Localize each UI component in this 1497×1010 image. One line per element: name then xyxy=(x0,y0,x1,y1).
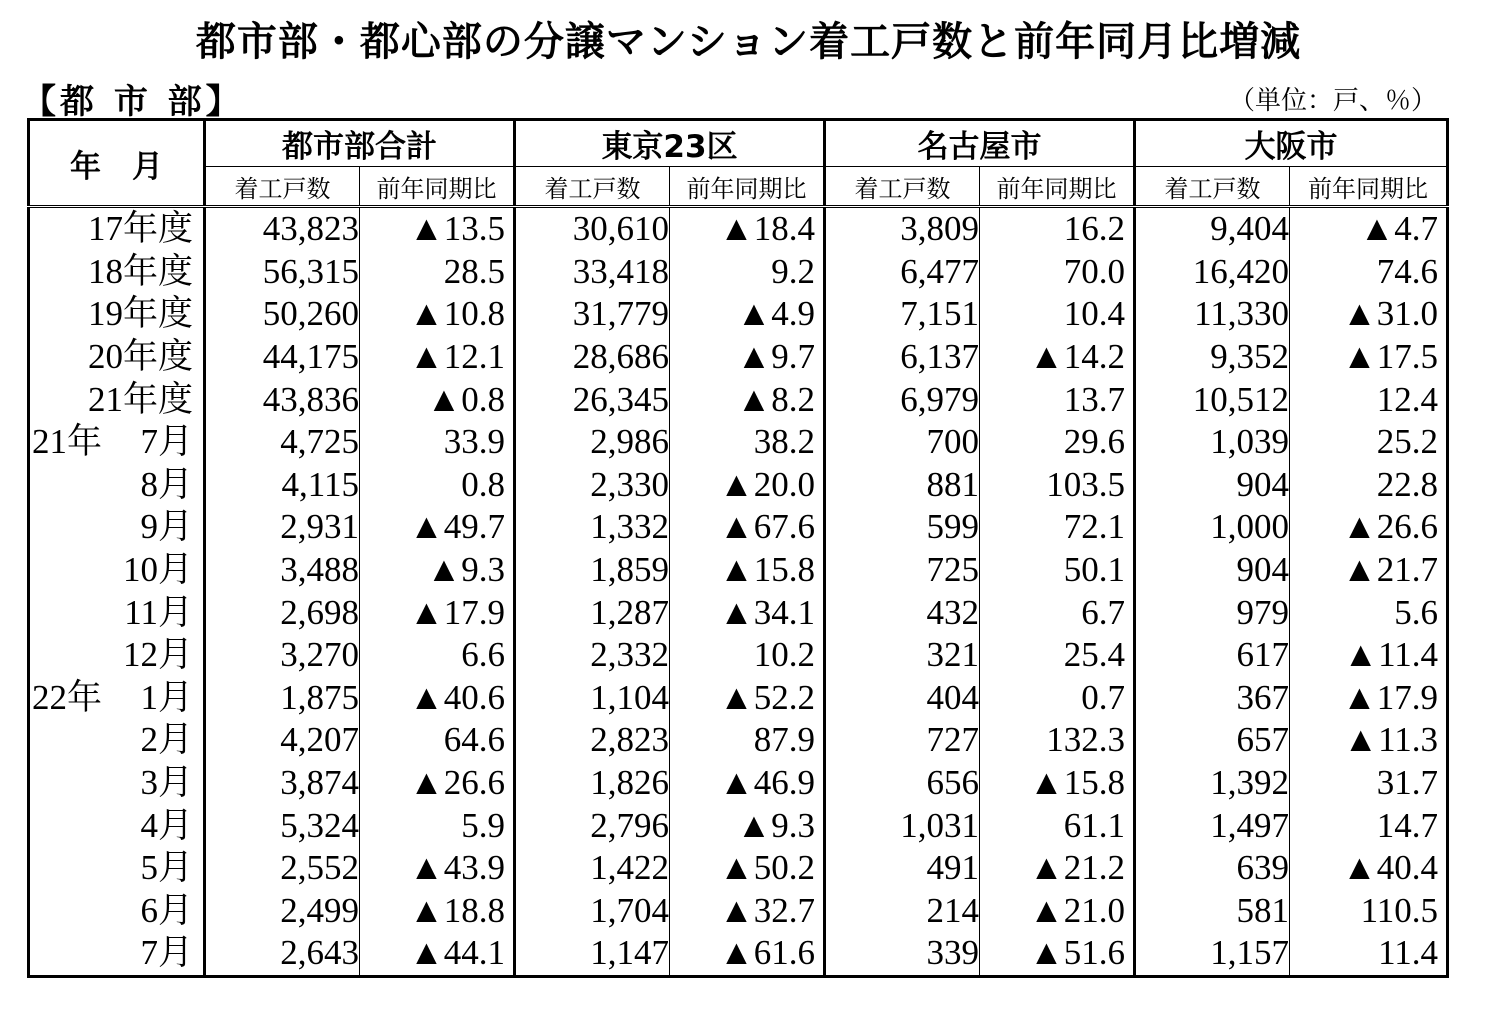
yoy-cell: ▲10.8 xyxy=(360,293,515,336)
yoy-cell: 64.6 xyxy=(360,719,515,762)
starts-cell: 4,725 xyxy=(280,422,359,462)
yoy-cell: ▲40.4 xyxy=(1290,847,1448,890)
yoy-cell: ▲49.7 xyxy=(360,506,515,549)
yoy-cell: ▲44.1 xyxy=(360,932,515,976)
yoy-cell: 9.2 xyxy=(670,251,825,294)
yoy-cell: ▲20.0 xyxy=(670,464,825,507)
yoy-cell: ▲12.1 xyxy=(360,336,515,379)
starts-cell: 321 xyxy=(825,634,980,677)
starts-cell: 2,332 xyxy=(515,634,670,677)
yoy-cell: 6.6 xyxy=(360,634,515,677)
starts-cell: 44,175 xyxy=(262,337,359,377)
row-year xyxy=(30,506,32,548)
starts-cell: 1,422 xyxy=(515,847,670,890)
table-row xyxy=(29,932,1448,976)
starts-cell: 6,979 xyxy=(825,378,980,421)
row-period: 20年度 xyxy=(87,337,193,377)
starts-cell: 5,324 xyxy=(280,805,359,845)
starts-cell: 1,147 xyxy=(515,932,670,976)
row-label-cell xyxy=(29,506,205,549)
yoy-cell: ▲4.7 xyxy=(1290,207,1448,251)
row-period: 18年度 xyxy=(87,251,193,291)
starts-cell: 26,345 xyxy=(515,378,670,421)
starts-cell: 43,823 xyxy=(262,209,359,249)
yoy-cell: ▲8.2 xyxy=(670,378,825,421)
row-label-cell xyxy=(29,762,205,805)
row-period: 8月 xyxy=(140,464,193,504)
yoy-cell: ▲0.8 xyxy=(360,378,515,421)
starts-cell: 725 xyxy=(825,549,980,592)
section-label: 【都 市 部】 xyxy=(22,82,244,122)
starts-cell: 1,000 xyxy=(1135,506,1290,549)
starts-cell: 33,418 xyxy=(515,251,670,294)
sub-header-yoy: 前年同期比 xyxy=(670,167,825,207)
yoy-cell: ▲9.3 xyxy=(360,549,515,592)
table-row xyxy=(29,464,1448,507)
row-period: 10月 xyxy=(122,550,193,590)
starts-cell: 1,859 xyxy=(515,549,670,592)
group-header-nagoya: 名古屋市 xyxy=(825,120,1135,167)
starts-cell: 56,315 xyxy=(262,251,359,291)
yoy-cell: 110.5 xyxy=(1290,890,1448,933)
yoy-cell: ▲61.6 xyxy=(670,932,825,976)
starts-cell: 11,330 xyxy=(1135,293,1290,336)
row-year xyxy=(30,336,32,378)
row-year xyxy=(30,805,32,847)
starts-cell: 656 xyxy=(825,762,980,805)
sub-header-yoy: 前年同期比 xyxy=(360,167,515,207)
yoy-cell: ▲14.2 xyxy=(980,336,1135,379)
yoy-cell: 61.1 xyxy=(980,804,1135,847)
yoy-cell: 5.9 xyxy=(360,804,515,847)
table-row xyxy=(29,207,1448,251)
starts-cell: 581 xyxy=(1135,890,1290,933)
starts-cell: 1,392 xyxy=(1135,762,1290,805)
yoy-cell: 13.7 xyxy=(980,378,1135,421)
starts-cell: 1,157 xyxy=(1135,932,1290,976)
row-label-cell xyxy=(29,591,205,634)
starts-cell: 727 xyxy=(825,719,980,762)
yoy-cell: ▲4.9 xyxy=(670,293,825,336)
row-label-cell xyxy=(29,677,205,720)
starts-cell: 367 xyxy=(1135,677,1290,720)
yoy-cell: ▲52.2 xyxy=(670,677,825,720)
row-year: 22年 xyxy=(32,677,103,717)
starts-cell: 599 xyxy=(825,506,980,549)
sub-header-starts: 着工戸数 xyxy=(1135,167,1290,207)
yoy-cell: ▲50.2 xyxy=(670,847,825,890)
starts-cell: 3,874 xyxy=(280,763,359,803)
row-year xyxy=(30,208,32,250)
starts-cell: 3,488 xyxy=(280,550,359,590)
row-year xyxy=(30,549,32,591)
starts-cell: 9,404 xyxy=(1135,207,1290,251)
starts-cell: 1,332 xyxy=(515,506,670,549)
starts-cell: 1,497 xyxy=(1135,804,1290,847)
yoy-cell: 87.9 xyxy=(670,719,825,762)
yoy-cell: 132.3 xyxy=(980,719,1135,762)
yoy-cell: ▲26.6 xyxy=(360,762,515,805)
row-label-cell xyxy=(29,293,205,336)
starts-cell: 30,610 xyxy=(515,207,670,251)
yoy-cell: ▲11.3 xyxy=(1290,719,1448,762)
row-period: 11月 xyxy=(124,592,193,632)
sub-header-yoy: 前年同期比 xyxy=(980,167,1135,207)
row-label-cell xyxy=(29,804,205,847)
starts-cell: 28,686 xyxy=(515,336,670,379)
yoy-cell: ▲21.0 xyxy=(980,890,1135,933)
row-label-cell xyxy=(29,207,205,251)
starts-cell: 4,115 xyxy=(281,464,359,504)
yoy-cell: ▲15.8 xyxy=(980,762,1135,805)
row-label-cell xyxy=(29,251,205,294)
table-row xyxy=(29,847,1448,890)
starts-cell: 6,137 xyxy=(825,336,980,379)
data-table xyxy=(27,118,1449,978)
starts-cell: 2,499 xyxy=(280,890,359,930)
row-period: 4月 xyxy=(140,805,193,845)
starts-cell: 2,796 xyxy=(515,804,670,847)
starts-cell: 2,643 xyxy=(280,933,359,973)
yoy-cell: 103.5 xyxy=(980,464,1135,507)
starts-cell: 3,809 xyxy=(825,207,980,251)
row-year xyxy=(30,464,32,506)
row-label-cell xyxy=(29,549,205,592)
yoy-cell: 5.6 xyxy=(1290,591,1448,634)
row-label-cell xyxy=(29,847,205,890)
yoy-cell: ▲18.8 xyxy=(360,890,515,933)
table-row xyxy=(29,336,1448,379)
table-row xyxy=(29,549,1448,592)
yoy-cell: ▲11.4 xyxy=(1290,634,1448,677)
yoy-cell: 38.2 xyxy=(670,421,825,464)
starts-cell: 617 xyxy=(1135,634,1290,677)
row-year xyxy=(30,847,32,889)
table-row xyxy=(29,378,1448,421)
yoy-cell: ▲31.0 xyxy=(1290,293,1448,336)
row-label-cell xyxy=(29,464,205,507)
row-label-cell xyxy=(29,378,205,421)
table-row xyxy=(29,762,1448,805)
starts-cell: 10,512 xyxy=(1135,378,1290,421)
yoy-cell: 31.7 xyxy=(1290,762,1448,805)
starts-cell: 2,986 xyxy=(515,421,670,464)
starts-cell: 214 xyxy=(825,890,980,933)
table-row xyxy=(29,719,1448,762)
yoy-cell: ▲15.8 xyxy=(670,549,825,592)
page-title: 都市部・都心部の分譲マンション着工戸数と前年同月比増減 xyxy=(195,19,1302,65)
starts-cell: 1,287 xyxy=(515,591,670,634)
yoy-cell: ▲13.5 xyxy=(360,207,515,251)
starts-cell: 491 xyxy=(825,847,980,890)
row-year xyxy=(30,890,32,932)
starts-cell: 432 xyxy=(825,591,980,634)
row-year xyxy=(30,251,32,293)
yoy-cell: 50.1 xyxy=(980,549,1135,592)
table-row xyxy=(29,591,1448,634)
row-label-cell xyxy=(29,932,205,976)
starts-cell: 2,330 xyxy=(515,464,670,507)
yoy-cell: 22.8 xyxy=(1290,464,1448,507)
starts-cell: 7,151 xyxy=(825,293,980,336)
yoy-cell: 29.6 xyxy=(980,421,1135,464)
sub-header-starts: 着工戸数 xyxy=(515,167,670,207)
row-year xyxy=(30,592,32,634)
yoy-cell: 11.4 xyxy=(1290,932,1448,976)
yoy-cell: ▲26.6 xyxy=(1290,506,1448,549)
starts-cell: 16,420 xyxy=(1135,251,1290,294)
row-label-cell xyxy=(29,634,205,677)
group-header-tokyo: 東京23区 xyxy=(515,120,825,167)
starts-cell: 339 xyxy=(825,932,980,976)
table-row xyxy=(29,421,1448,464)
yoy-cell: ▲9.3 xyxy=(670,804,825,847)
starts-cell: 4,207 xyxy=(280,720,359,760)
starts-cell: 9,352 xyxy=(1135,336,1290,379)
yoy-cell: 0.7 xyxy=(980,677,1135,720)
starts-cell: 1,826 xyxy=(515,762,670,805)
starts-cell: 1,104 xyxy=(515,677,670,720)
table-row xyxy=(29,634,1448,677)
yoy-cell: ▲17.5 xyxy=(1290,336,1448,379)
yoy-cell: ▲17.9 xyxy=(1290,677,1448,720)
row-period: 5月 xyxy=(140,848,193,888)
yoy-cell: 70.0 xyxy=(980,251,1135,294)
starts-cell: 1,875 xyxy=(280,677,359,717)
yoy-cell: ▲21.7 xyxy=(1290,549,1448,592)
starts-cell: 639 xyxy=(1135,847,1290,890)
starts-cell: 31,779 xyxy=(515,293,670,336)
starts-cell: 2,698 xyxy=(280,592,359,632)
sub-header-starts: 着工戸数 xyxy=(205,167,360,207)
row-period: 7月 xyxy=(140,422,193,462)
row-label-cell xyxy=(29,890,205,933)
yoy-cell: ▲43.9 xyxy=(360,847,515,890)
row-period: 17年度 xyxy=(87,209,193,249)
row-period: 9月 xyxy=(140,507,193,547)
starts-cell: 904 xyxy=(1135,464,1290,507)
yoy-cell: 10.4 xyxy=(980,293,1135,336)
row-year xyxy=(30,293,32,335)
row-label-cell xyxy=(29,421,205,464)
row-period: 21年度 xyxy=(87,379,193,419)
yoy-cell: ▲34.1 xyxy=(670,591,825,634)
row-period: 7月 xyxy=(140,933,193,973)
table-row xyxy=(29,506,1448,549)
table-row xyxy=(29,804,1448,847)
starts-cell: 50,260 xyxy=(262,294,359,334)
row-period: 3月 xyxy=(140,763,193,803)
starts-cell: 2,931 xyxy=(280,507,359,547)
row-year xyxy=(30,719,32,761)
row-year: 21年 xyxy=(32,422,103,462)
yoy-cell: ▲40.6 xyxy=(360,677,515,720)
starts-cell: 700 xyxy=(825,421,980,464)
starts-cell: 2,552 xyxy=(280,848,359,888)
yoy-cell: 72.1 xyxy=(980,506,1135,549)
group-header-total: 都市部合計 xyxy=(205,120,515,167)
starts-cell: 979 xyxy=(1135,591,1290,634)
yoy-cell: 12.4 xyxy=(1290,378,1448,421)
yoy-cell: 28.5 xyxy=(360,251,515,294)
starts-cell: 6,477 xyxy=(825,251,980,294)
yoy-cell: 0.8 xyxy=(360,464,515,507)
yoy-cell: ▲46.9 xyxy=(670,762,825,805)
starts-cell: 904 xyxy=(1135,549,1290,592)
year-month-header: 年 月 xyxy=(29,120,205,207)
yoy-cell: ▲51.6 xyxy=(980,932,1135,976)
starts-cell: 881 xyxy=(825,464,980,507)
yoy-cell: 74.6 xyxy=(1290,251,1448,294)
row-year xyxy=(30,634,32,676)
yoy-cell: ▲17.9 xyxy=(360,591,515,634)
row-period: 6月 xyxy=(140,890,193,930)
yoy-cell: 25.2 xyxy=(1290,421,1448,464)
yoy-cell: 33.9 xyxy=(360,421,515,464)
yoy-cell: ▲18.4 xyxy=(670,207,825,251)
yoy-cell: 10.2 xyxy=(670,634,825,677)
starts-cell: 657 xyxy=(1135,719,1290,762)
row-period: 12月 xyxy=(122,635,193,675)
row-label-cell xyxy=(29,719,205,762)
unit-note: （単位：戸、％） xyxy=(1228,86,1437,116)
row-year xyxy=(30,762,32,804)
sub-header-yoy: 前年同期比 xyxy=(1290,167,1448,207)
row-period: 19年度 xyxy=(87,294,193,334)
starts-cell: 1,039 xyxy=(1135,421,1290,464)
row-label-cell xyxy=(29,336,205,379)
table-row xyxy=(29,890,1448,933)
yoy-cell: ▲67.6 xyxy=(670,506,825,549)
sub-header-starts: 着工戸数 xyxy=(825,167,980,207)
starts-cell: 2,823 xyxy=(515,719,670,762)
yoy-cell: ▲21.2 xyxy=(980,847,1135,890)
yoy-cell: 14.7 xyxy=(1290,804,1448,847)
row-period: 1月 xyxy=(140,677,193,717)
yoy-cell: 25.4 xyxy=(980,634,1135,677)
yoy-cell: 6.7 xyxy=(980,591,1135,634)
yoy-cell: 16.2 xyxy=(980,207,1135,251)
table-row xyxy=(29,293,1448,336)
yoy-cell: ▲9.7 xyxy=(670,336,825,379)
row-period: 2月 xyxy=(140,720,193,760)
starts-cell: 3,270 xyxy=(280,635,359,675)
table-row xyxy=(29,251,1448,294)
row-year xyxy=(30,379,32,421)
table-body xyxy=(29,207,1448,977)
starts-cell: 1,704 xyxy=(515,890,670,933)
starts-cell: 404 xyxy=(825,677,980,720)
row-year xyxy=(30,932,32,974)
group-header-osaka: 大阪市 xyxy=(1135,120,1448,167)
starts-cell: 1,031 xyxy=(825,804,980,847)
starts-cell: 43,836 xyxy=(262,379,359,419)
table-row xyxy=(29,677,1448,720)
yoy-cell: ▲32.7 xyxy=(670,890,825,933)
